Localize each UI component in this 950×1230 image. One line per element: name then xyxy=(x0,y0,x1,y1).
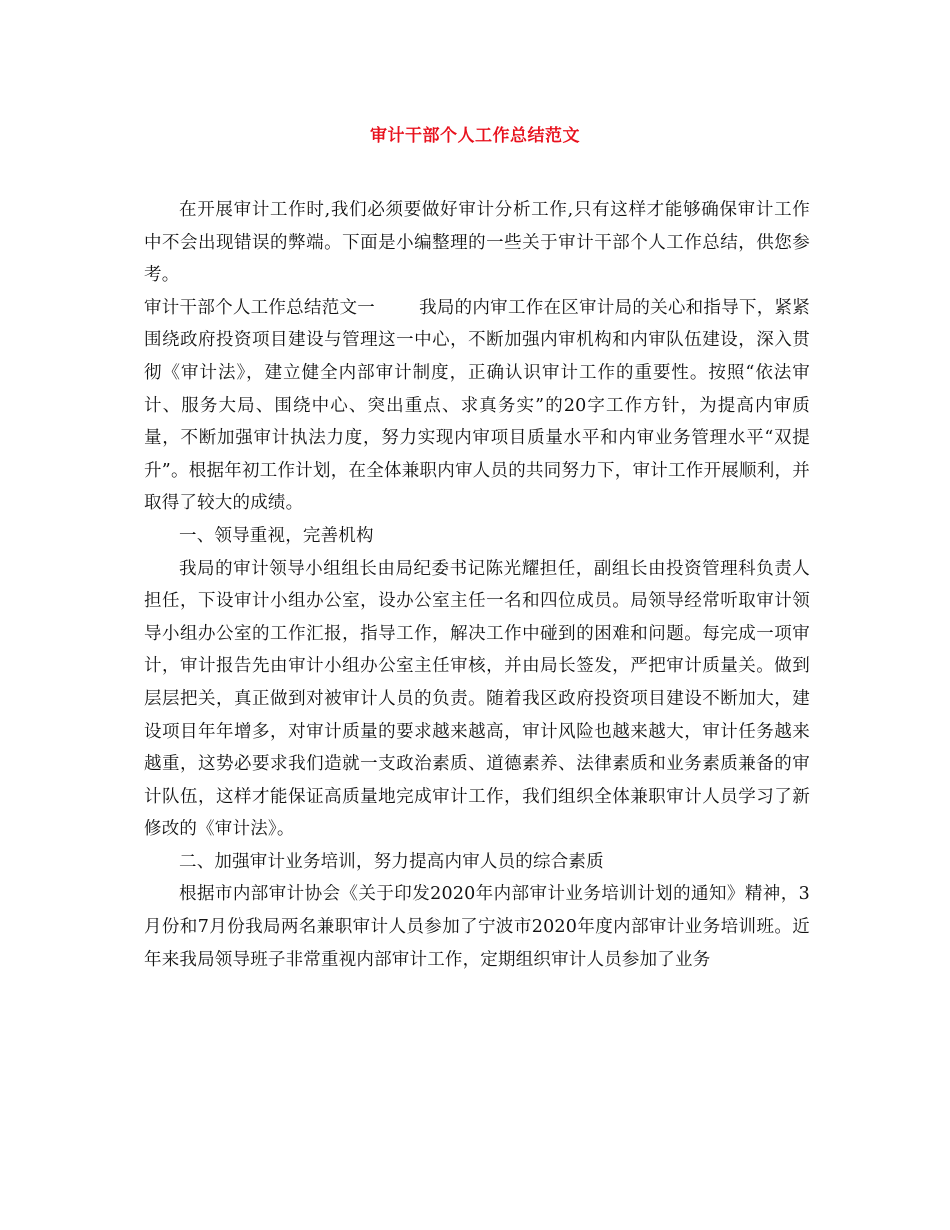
document-body xyxy=(144,194,810,976)
document-title: 审计干部个人工作总结范文 xyxy=(370,126,580,146)
section-body: 我局的内审工作在区审计局的关心和指导下，紧紧围绕政府投资项目建设与管理这一中心，不断加强内审机构和内审队伍建设，深入贯彻《审计法》，建立健全内部审计制度，正确认识审计工作的重要性。按照“依法审计、服务大局、围绕中心、突出重点、求真务实”的20字工作方针，为提高内审质量，不断加强审计执法力度，努力实现内审项目质量水平和内审业务管理水平“双提升”。根据年初工作计划，在全体兼职内审人员的共同努力下，审计工作开展顺利，并取得了较大的成绩。 xyxy=(144,297,810,514)
section-paragraph xyxy=(144,292,810,520)
paragraph-leadership: 我局的审计领导小组组长由局纪委书记陈光耀担任，副组长由投资管理科负责人担任，下设审计小组办公室，设办公室主任一名和四位成员。局领导经常听取审计领导小组办公室的工作汇报，指导工作，解决工作中碰到的困难和问题。每完成一项审计，审计报告先由审计小组办公室主任审核，并由局长签发，严把审计质量关。做到层层把关，真正做到对被审计人员的负责。随着我区政府投资项目建设不断加大，建设项目年年增多，对审计质量的要求越来越高，审计风险也越来越大，审计任务越来越重，这势必要求我们造就一支政治素质、道德素养、法律素质和业务素质兼备的审计队伍，这样才能保证高质量地完成审计工作，我们组织全体兼职审计人员学习了新修改的《审计法》。 xyxy=(144,558,810,840)
heading-training: 二、加强审计业务培训，努力提高内审人员的综合素质 xyxy=(179,851,604,872)
intro-paragraph: 在开展审计工作时,我们必须要做好审计分析工作,只有这样才能够确保审计工作中不会出现错误的弊端。下面是小编整理的一些关于审计干部个人工作总结，供您参考。 xyxy=(144,200,810,286)
section-label: 审计干部个人工作总结范文一 xyxy=(144,297,376,318)
paragraph-training: 根据市内部审计协会《关于印发2020年内部审计业务培训计划的通知》精神，3月份和7月份我局两名兼职审计人员参加了宁波市2020年度内部审计业务培训班。近年来我局领导班子非常重视内部审计工作，定期组织审计人员参加了业务 xyxy=(144,884,810,970)
heading-leadership: 一、领导重视，完善机构 xyxy=(179,525,374,546)
